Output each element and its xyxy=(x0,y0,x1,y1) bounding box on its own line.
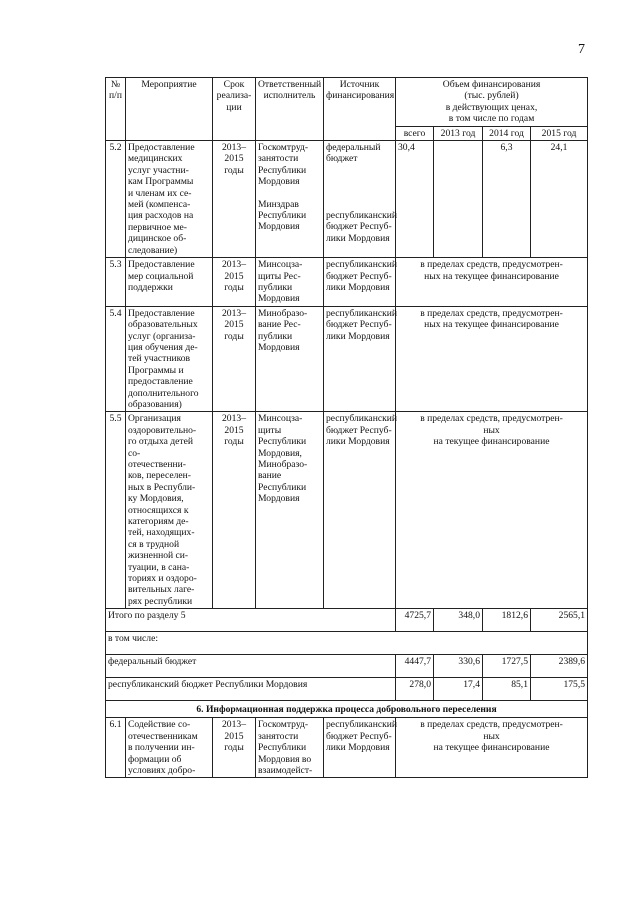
republic-2015: 175,5 xyxy=(531,678,588,701)
row-activity: Содействие со- отечественникам в получении ин- формации об условиях добро- xyxy=(126,718,213,778)
total-label: Итого по разделу 5 xyxy=(106,609,396,632)
row-source: республиканский бюджет Респуб- лики Мордовия xyxy=(324,412,396,609)
header-responsible: Ответственный исполнитель xyxy=(256,78,324,141)
row-responsible: Госкомтруд- занятости Республики Мордовия во взаимодейст- xyxy=(256,718,324,778)
federal-budget-row xyxy=(106,655,588,678)
row-responsible: Минсоцза- щиты Рес- публики Мордовия xyxy=(256,258,324,307)
row-source: республиканский бюджет Респуб- лики Мордовия xyxy=(324,258,396,307)
row-term: 2013– 2015 годы xyxy=(213,258,256,307)
row-term: 2013– 2015 годы xyxy=(213,718,256,778)
row-activity: Предоставление образовательных услуг (организа- ция обучения де- тей участников Программы и предоставление дополнительного образования) xyxy=(126,306,213,412)
row-num: 5.2 xyxy=(106,141,126,258)
header-2014: 2014 год xyxy=(483,126,531,140)
responsible-goskomtrud: Госкомтруд- занятости Республики Мордовия xyxy=(258,142,309,188)
header-num: № п/п xyxy=(106,78,126,141)
total-2015: 2565,1 xyxy=(531,609,588,632)
row-num: 5.5 xyxy=(106,412,126,609)
row-2014: 6,3 xyxy=(483,141,531,258)
row-num: 6.1 xyxy=(106,718,126,778)
republic-2013: 17,4 xyxy=(434,678,483,701)
row-total: 30,4 xyxy=(396,141,434,258)
row-responsible xyxy=(256,141,324,258)
federal-total: 4447,7 xyxy=(396,655,434,678)
federal-2015: 2389,6 xyxy=(531,655,588,678)
total-row-section5 xyxy=(106,609,588,632)
row-source xyxy=(324,141,396,258)
header-term: Срок реализа- ции xyxy=(213,78,256,141)
table-row-5-5 xyxy=(106,412,588,609)
row-2015: 24,1 xyxy=(531,141,588,258)
row-source: республиканский бюджет Респуб- лики Мордовия xyxy=(324,718,396,778)
total-2013: 348,0 xyxy=(434,609,483,632)
row-responsible: Минобразо- вание Рес- публики Мордовия xyxy=(256,306,324,412)
section6-title-row xyxy=(106,701,588,718)
row-funding-note: в пределах средств, предусмотрен- ных на текущее финансирование xyxy=(396,412,588,609)
section6-title: 6. Информационная поддержка процесса добровольного переселения xyxy=(106,701,588,718)
row-activity: Предоставление медицинских услуг участни- кам Программы и членам их се- мей (компенса- ция расходов на первичное ме- дицинское об- следование) xyxy=(126,141,213,258)
header-source: Источник финансирования xyxy=(324,78,396,141)
row-term: 2013– 2015 годы xyxy=(213,141,256,258)
including-row xyxy=(106,632,588,655)
header-2015: 2015 год xyxy=(531,126,588,140)
header-total: всего xyxy=(396,126,434,140)
table-row-6-1 xyxy=(106,718,588,778)
row-2013 xyxy=(434,141,483,258)
table-row-5-4 xyxy=(106,306,588,412)
republic-label: республиканский бюджет Республики Мордовия xyxy=(106,678,396,701)
responsible-minzdrav: Минздрав Республики Мордовия xyxy=(258,198,307,233)
federal-2014: 1727,5 xyxy=(483,655,531,678)
row-funding-note: в пределах средств, предусмотрен- ных на текущее финансирование xyxy=(396,718,588,778)
row-responsible: Минсоцза- щиты Республики Мордовия, Минобразо- вание Республики Мордовия xyxy=(256,412,324,609)
row-num: 5.3 xyxy=(106,258,126,307)
row-term: 2013– 2015 годы xyxy=(213,412,256,609)
total-2014: 1812,6 xyxy=(483,609,531,632)
federal-label: федеральный бюджет xyxy=(106,655,396,678)
republic-total: 278,0 xyxy=(396,678,434,701)
row-num: 5.4 xyxy=(106,306,126,412)
row-term: 2013– 2015 годы xyxy=(213,306,256,412)
row-source: республиканский бюджет Респуб- лики Мордовия xyxy=(324,306,396,412)
program-table xyxy=(105,77,588,778)
table-row-5-3 xyxy=(106,258,588,307)
federal-2013: 330,6 xyxy=(434,655,483,678)
source-federal: федеральный бюджет xyxy=(326,142,381,165)
including-label: в том числе: xyxy=(106,632,588,655)
page-number: 7 xyxy=(578,42,585,57)
total-sum: 4725,7 xyxy=(396,609,434,632)
row-activity: Организация оздоровительно- го отдыха детей со- отечественни- ков, переселен- ных в Республи- ку Мордовия, относящихся к категориям де- тей, находящих- ся в трудной жизненной си- туации, в сана- ториях и оздоро- вительных лаге- рях республики xyxy=(126,412,213,609)
source-republic: республиканский бюджет Респуб- лики Мордовия xyxy=(326,209,398,244)
header-activity: Мероприятие xyxy=(126,78,213,141)
table-header-row xyxy=(106,78,588,127)
table-row-5-2 xyxy=(106,141,588,258)
republic-2014: 85,1 xyxy=(483,678,531,701)
row-funding-note: в пределах средств, предусмотрен- ных на текущее финансирование xyxy=(396,258,588,307)
header-2013: 2013 год xyxy=(434,126,483,140)
republic-budget-row xyxy=(106,678,588,701)
row-funding-note: в пределах средств, предусмотрен- ных на текущее финансирование xyxy=(396,306,588,412)
header-funding-volume: Объем финансирования (тыс. рублей) в действующих ценах, в том числе по годам xyxy=(396,78,588,127)
row-activity: Предоставление мер социальной поддержки xyxy=(126,258,213,307)
